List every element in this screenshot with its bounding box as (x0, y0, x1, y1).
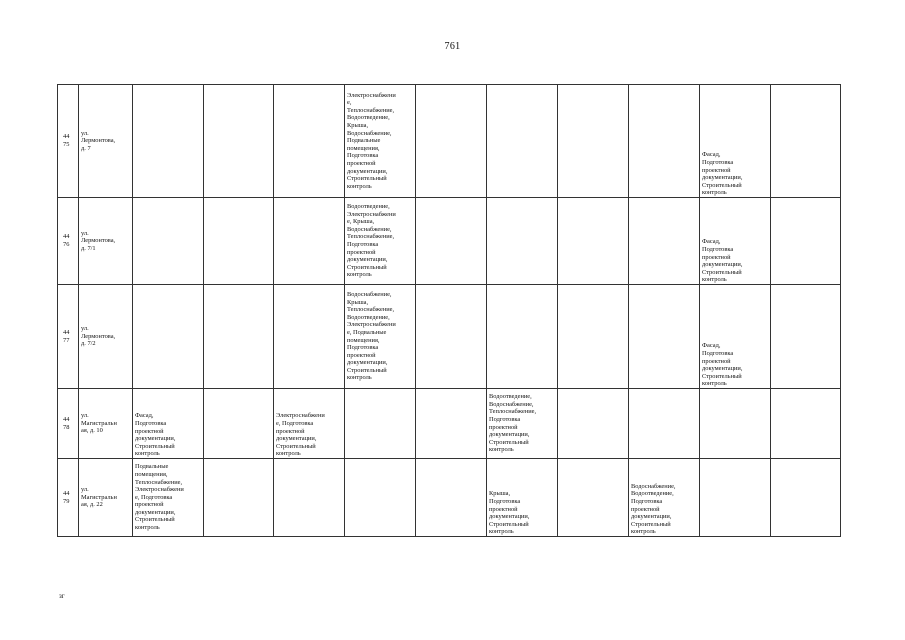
works-table (57, 84, 841, 537)
table-cell (629, 389, 700, 459)
table-cell (558, 198, 629, 285)
page-number: 761 (444, 41, 461, 52)
table-cell: Водоотведение, Водоснабжение, Теплоснабжение, Подготовка проектной документации, Строительный контроль (487, 389, 558, 459)
address-cell: ул. Магистральн ая, д. 22 (79, 459, 133, 537)
row-number-cell: 44 79 (58, 459, 79, 537)
table-cell (416, 389, 487, 459)
footer-mark: зг (59, 592, 65, 600)
address-cell: ул. Лермонтова, д. 7/2 (79, 285, 133, 389)
table-cell (771, 285, 841, 389)
table-cell (487, 85, 558, 198)
table-row (58, 198, 841, 285)
table-cell (558, 389, 629, 459)
table-cell (700, 389, 771, 459)
table-cell (274, 459, 345, 537)
table-cell (204, 389, 274, 459)
table-cell: Электроснабжени е, Подготовка проектной документации, Строительный контроль (274, 389, 345, 459)
address-cell: ул. Лермонтова, д. 7/1 (79, 198, 133, 285)
table-cell (771, 198, 841, 285)
table-cell (274, 285, 345, 389)
table-cell (416, 85, 487, 198)
table-cell (416, 198, 487, 285)
table-cell (416, 459, 487, 537)
table-cell (345, 389, 416, 459)
address-cell: ул. Лермонтова, д. 7 (79, 85, 133, 198)
table-cell (700, 459, 771, 537)
address-cell: ул. Магистральн ая, д. 10 (79, 389, 133, 459)
row-number-cell: 44 77 (58, 285, 79, 389)
table-cell (629, 285, 700, 389)
table-cell (204, 198, 274, 285)
row-number-cell: 44 76 (58, 198, 79, 285)
table-cell: Фасад, Подготовка проектной документации, Строительный контроль (133, 389, 204, 459)
table-cell: Фасад, Подготовка проектной документации, Строительный контроль (700, 285, 771, 389)
table-cell (558, 85, 629, 198)
table-row (58, 389, 841, 459)
table-cell (416, 285, 487, 389)
table-cell: Водоснабжение, Водоотведение, Подготовка проектной документации, Строительный контроль (629, 459, 700, 537)
table-row (58, 85, 841, 198)
table-cell (487, 198, 558, 285)
table-row (58, 459, 841, 537)
table-cell (771, 85, 841, 198)
table-cell (629, 85, 700, 198)
table-cell (558, 459, 629, 537)
table-cell (771, 459, 841, 537)
table-cell: Крыша, Подготовка проектной документации, Строительный контроль (487, 459, 558, 537)
table-cell: Водоотведение, Электроснабжени е, Крыша, Водоснабжение, Теплоснабжение, Подготовка проектной документации, Строительный контроль (345, 198, 416, 285)
table-cell (345, 459, 416, 537)
table-cell (204, 285, 274, 389)
table-cell (133, 285, 204, 389)
table-cell (487, 285, 558, 389)
table-cell: Электроснабжени е, Теплоснабжение, Водоотведение, Крыша, Водоснабжение, Подвальные помещения, Подготовка проектной документации, Строительный контроль (345, 85, 416, 198)
table-cell (771, 389, 841, 459)
table-cell (204, 459, 274, 537)
table-cell (133, 198, 204, 285)
table-cell: Водоснабжение, Крыша, Теплоснабжение, Водоотведение, Электроснабжени е, Подвальные помещения, Подготовка проектной документации, Строительный контроль (345, 285, 416, 389)
table-row (58, 285, 841, 389)
table-cell (204, 85, 274, 198)
table-cell: Фасад, Подготовка проектной документации, Строительный контроль (700, 198, 771, 285)
row-number-cell: 44 78 (58, 389, 79, 459)
table-cell: Фасад, Подготовка проектной документации, Строительный контроль (700, 85, 771, 198)
table-cell (558, 285, 629, 389)
table-cell (274, 198, 345, 285)
table-cell: Подвальные помещения, Теплоснабжение, Электроснабжени е, Подготовка проектной документации, Строительный контроль (133, 459, 204, 537)
table-cell (133, 85, 204, 198)
row-number-cell: 44 75 (58, 85, 79, 198)
table-cell (274, 85, 345, 198)
table-cell (629, 198, 700, 285)
